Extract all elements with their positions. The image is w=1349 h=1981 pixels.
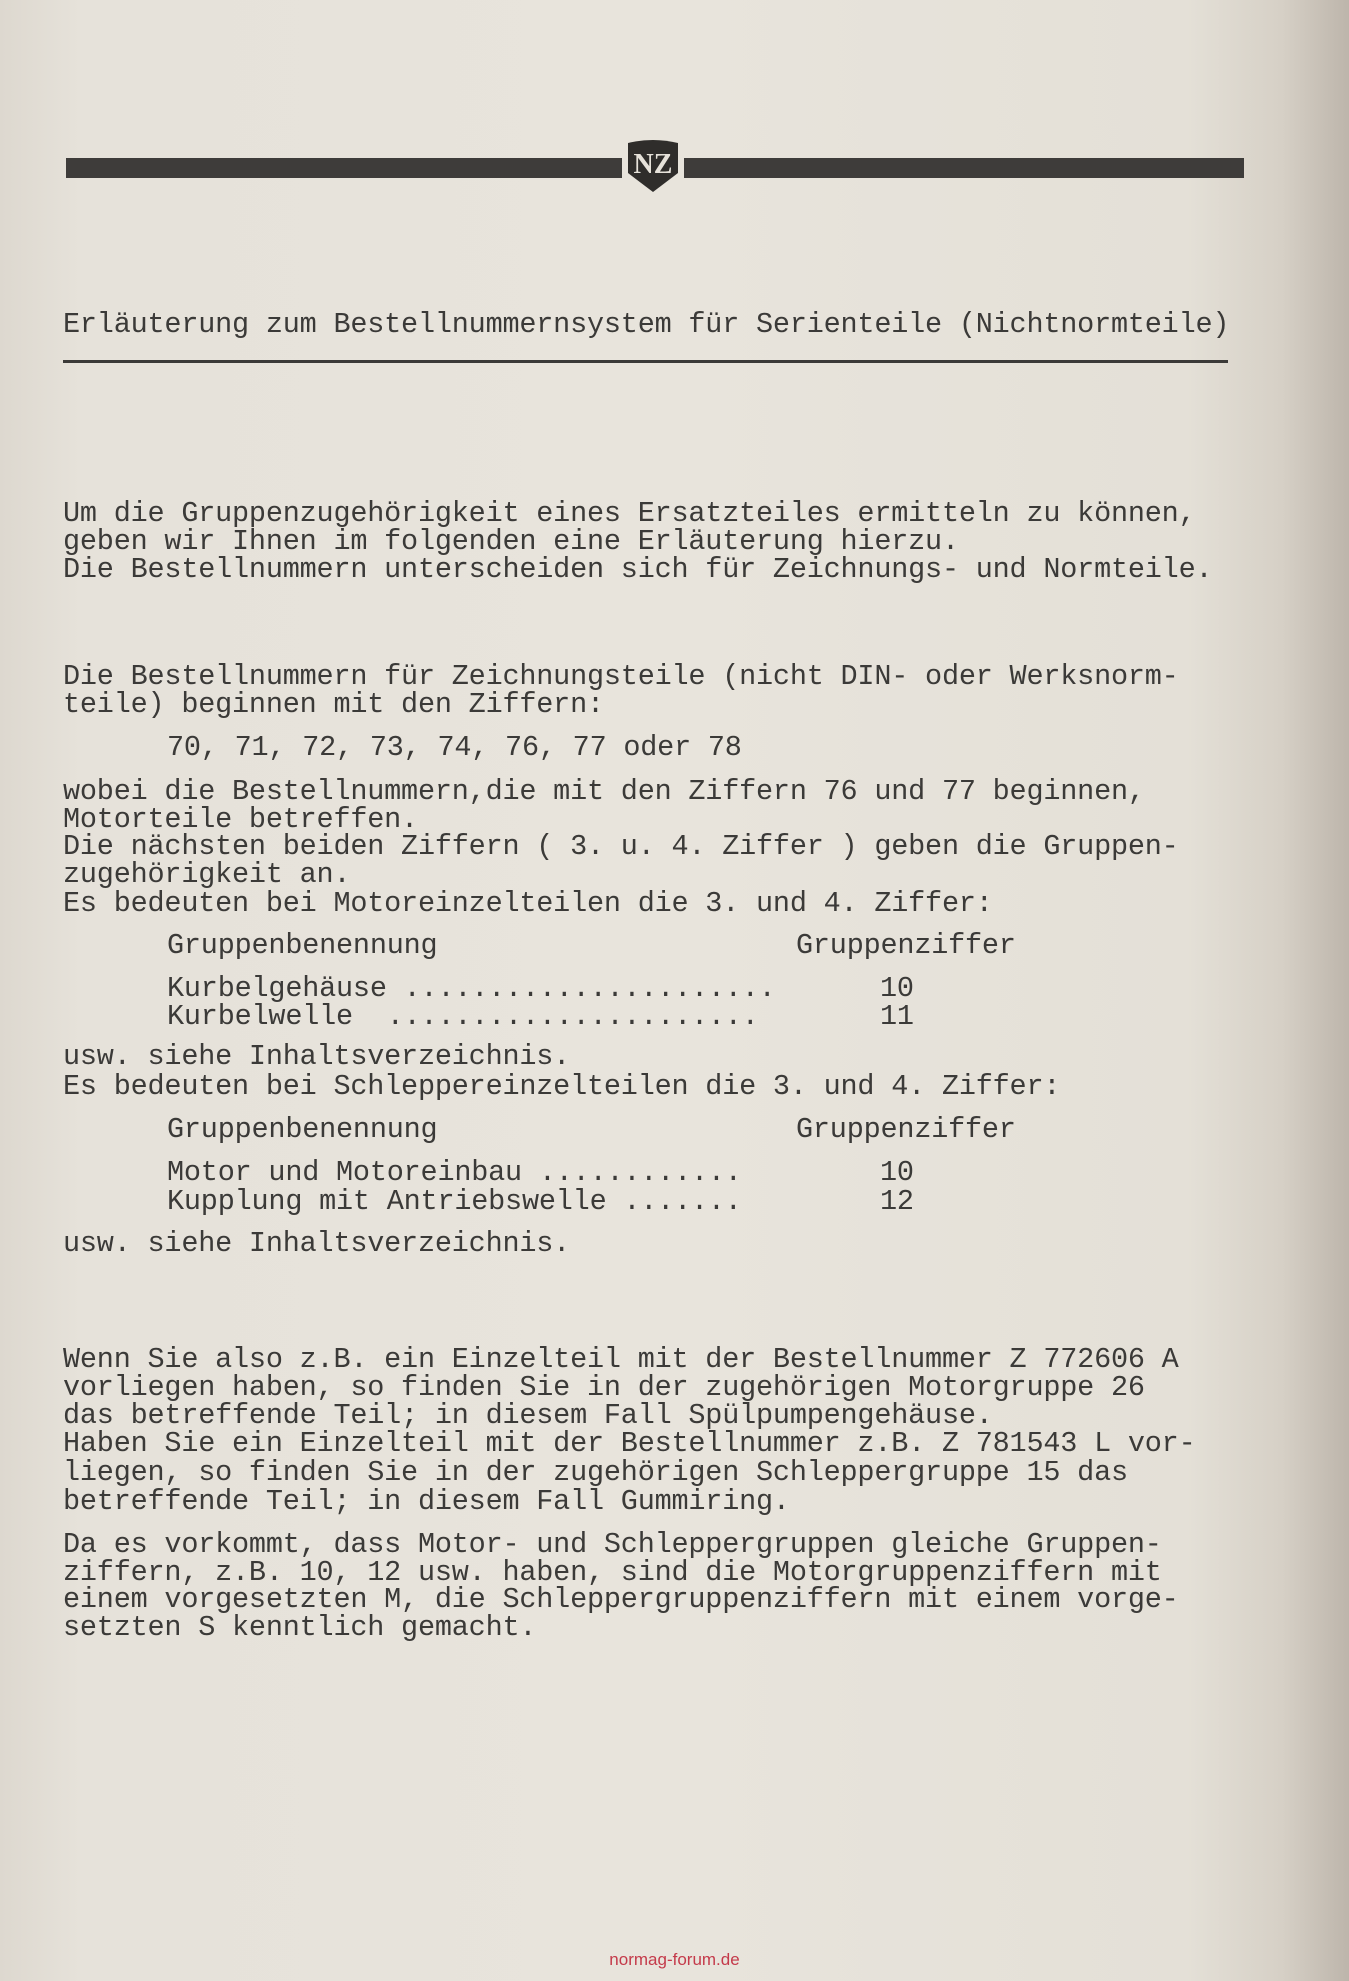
- motor-table-header-number: Gruppenziffer: [796, 929, 1016, 962]
- tractor-table-row-name: Kupplung mit Antriebswelle .......: [167, 1185, 742, 1218]
- body-line: wobei die Bestellnummern,die mit den Ziffern 76 und 77 beginnen,: [63, 775, 1145, 808]
- tractor-table-header-name: Gruppenbenennung: [167, 1113, 438, 1146]
- header-bar-right: [684, 158, 1244, 178]
- footer-watermark: normag-forum.de: [609, 1950, 740, 1969]
- tractor-table-header-number: Gruppenziffer: [796, 1113, 1016, 1146]
- tractor-table-row-name: Motor und Motoreinbau ............: [167, 1156, 742, 1189]
- nz-logo: [624, 139, 682, 193]
- example-line: betreffende Teil; in diesem Fall Gummiring.: [63, 1485, 790, 1518]
- motor-table-row-number: 10: [880, 972, 914, 1005]
- body-line: Die nächsten beiden Ziffern ( 3. u. 4. Ziffer ) geben die Gruppen-: [63, 830, 1179, 863]
- header-bar-left: [66, 158, 622, 178]
- body-line: usw. siehe Inhaltsverzeichnis.: [63, 1227, 571, 1260]
- body-line: Die Bestellnummern für Zeichnungsteile (nicht DIN- oder Werksnorm-: [63, 660, 1179, 693]
- motor-table-header-name: Gruppenbenennung: [167, 929, 438, 962]
- body-line: Motorteile betreffen.: [63, 803, 418, 836]
- body-line: usw. siehe Inhaltsverzeichnis.: [63, 1040, 571, 1073]
- motor-table-row-name: Kurbelgehäuse ......................: [167, 972, 776, 1005]
- motor-table-row-name: Kurbelwelle ......................: [167, 1000, 759, 1033]
- closing-line: Da es vorkommt, dass Motor- und Schleppergruppen gleiche Gruppen-: [63, 1528, 1162, 1561]
- closing-line: setzten S kenntlich gemacht.: [63, 1611, 537, 1644]
- body-line: zugehörigkeit an.: [63, 858, 351, 891]
- example-line: vorliegen haben, so finden Sie in der zugehörigen Motorgruppe 26: [63, 1371, 1145, 1404]
- svg-text:NZ: NZ: [633, 149, 673, 180]
- motor-table-row-number: 11: [880, 1000, 914, 1033]
- body-line: Es bedeuten bei Motoreinzelteilen die 3. und 4. Ziffer:: [63, 887, 993, 920]
- intro-line: geben wir Ihnen im folgenden eine Erläuterung hierzu.: [63, 525, 959, 558]
- closing-line: einem vorgesetzten M, die Schleppergruppenziffern mit einem vorge-: [63, 1583, 1179, 1616]
- number-prefixes: 70, 71, 72, 73, 74, 76, 77 oder 78: [167, 731, 742, 764]
- intro-line: Um die Gruppenzugehörigkeit eines Ersatzteiles ermitteln zu können,: [63, 497, 1196, 530]
- example-line: Haben Sie ein Einzelteil mit der Bestellnummer z.B. Z 781543 L vor-: [63, 1427, 1196, 1460]
- example-line: Wenn Sie also z.B. ein Einzelteil mit der Bestellnummer Z 772606 A: [63, 1343, 1179, 1376]
- page-title: Erläuterung zum Bestellnummernsystem für Serienteile (Nichtnormteile): [63, 308, 1230, 341]
- example-line: das betreffende Teil; in diesem Fall Spülpumpengehäuse.: [63, 1399, 993, 1432]
- intro-line: Die Bestellnummern unterscheiden sich für Zeichnungs- und Normteile.: [63, 553, 1213, 586]
- tractor-table-row-number: 10: [880, 1156, 914, 1189]
- example-line: liegen, so finden Sie in der zugehörigen Schleppergruppe 15 das: [63, 1456, 1128, 1489]
- tractor-table-row-number: 12: [880, 1185, 914, 1218]
- title-underline: [63, 360, 1228, 363]
- closing-line: ziffern, z.B. 10, 12 usw. haben, sind die Motorgruppenziffern mit: [63, 1556, 1162, 1589]
- body-line: teile) beginnen mit den Ziffern:: [63, 688, 604, 721]
- body-line: Es bedeuten bei Schleppereinzelteilen die 3. und 4. Ziffer:: [63, 1070, 1061, 1103]
